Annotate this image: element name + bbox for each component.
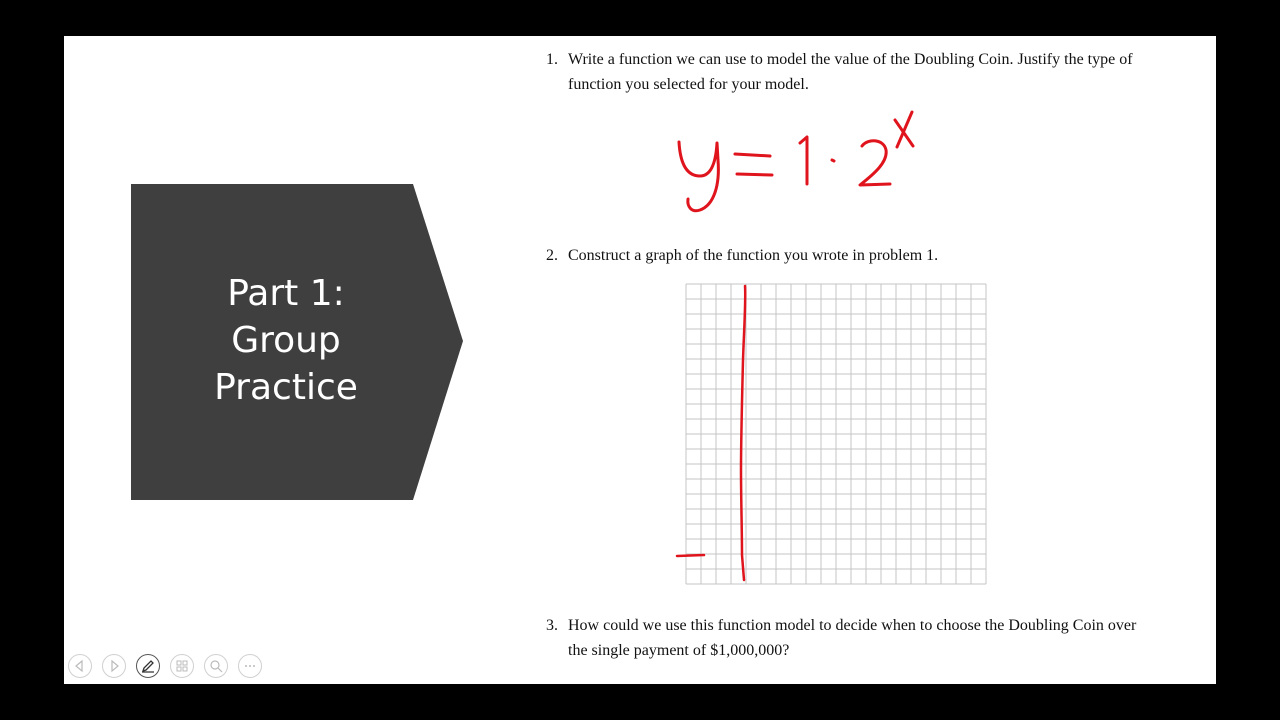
- previous-slide-icon: [72, 658, 88, 674]
- section-title-line-1: Part 1:: [227, 273, 345, 314]
- pen-tool-button[interactable]: [136, 654, 160, 678]
- next-slide-button[interactable]: [102, 654, 126, 678]
- see-all-slides-button[interactable]: [170, 654, 194, 678]
- section-title: [131, 270, 441, 411]
- graph-grid: [684, 282, 990, 585]
- see-all-slides-icon: [174, 658, 190, 674]
- more-options-icon: [242, 658, 258, 674]
- pen-icon: [140, 658, 156, 674]
- question-1-text: Write a function we can use to model the value of the Doubling Coin. Justify the type of function you selected for your model.: [568, 51, 1133, 93]
- question-1-number: 1.: [546, 51, 558, 68]
- question-2-number: 2.: [546, 247, 558, 264]
- section-title-line-2: Group: [231, 320, 341, 361]
- question-3-text: How could we use this function model to decide when to choose the Doubling Coin over the single payment of $1,000,000?: [568, 617, 1137, 659]
- question-3-number: 3.: [546, 617, 558, 634]
- zoom-icon: [208, 658, 224, 674]
- next-slide-icon: [106, 658, 122, 674]
- more-options-button[interactable]: [238, 654, 262, 678]
- zoom-button[interactable]: [204, 654, 228, 678]
- previous-slide-button[interactable]: [68, 654, 92, 678]
- section-title-line-3: Practice: [214, 367, 358, 408]
- question-2-text: Construct a graph of the function you wrote in problem 1.: [568, 247, 939, 264]
